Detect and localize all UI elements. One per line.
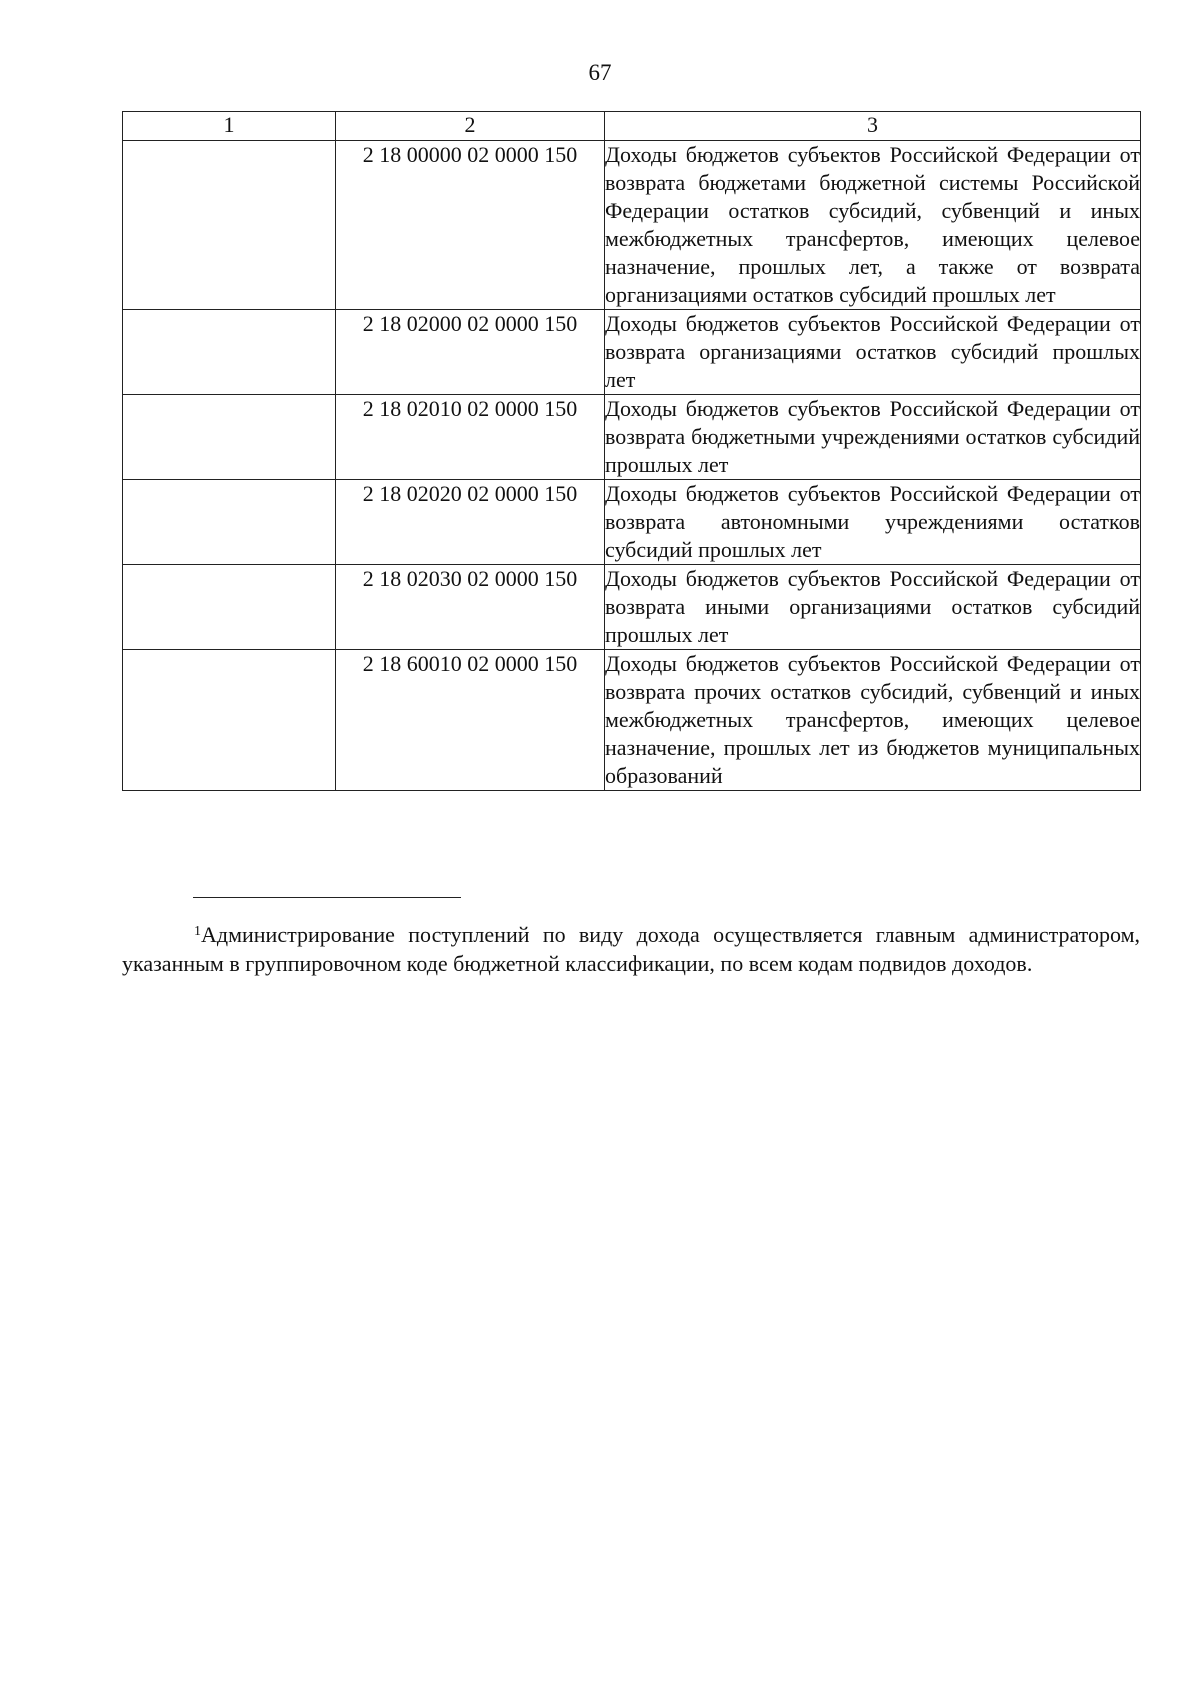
admin-code-cell	[123, 310, 336, 395]
footnote-separator	[193, 897, 461, 898]
revenue-description-cell: Доходы бюджетов субъектов Российской Федерации от возврата иными организациями остатков субсидий прошлых лет	[605, 565, 1141, 650]
column-header-3: 3	[605, 112, 1141, 141]
column-header-2: 2	[336, 112, 605, 141]
revenue-code-cell: 2 18 02020 02 0000 150	[336, 480, 605, 565]
table-row	[123, 310, 1141, 395]
revenue-description-cell: Доходы бюджетов субъектов Российской Федерации от возврата бюджетными учреждениями остатков субсидий прошлых лет	[605, 395, 1141, 480]
revenue-code-cell: 2 18 00000 02 0000 150	[336, 141, 605, 310]
admin-code-cell	[123, 395, 336, 480]
page-number: 67	[588, 60, 612, 85]
revenue-description-cell: Доходы бюджетов субъектов Российской Федерации от возврата прочих остатков субсидий, субвенций и иных межбюджетных трансфертов, имеющих целевое назначение, прошлых лет из бюджетов муниципальных образований	[605, 650, 1141, 791]
revenue-code-cell: 2 18 60010 02 0000 150	[336, 650, 605, 791]
revenue-code-cell: 2 18 02000 02 0000 150	[336, 310, 605, 395]
revenue-codes-table	[122, 111, 1141, 791]
admin-code-cell	[123, 650, 336, 791]
revenue-code-cell: 2 18 02010 02 0000 150	[336, 395, 605, 480]
footnote-marker: 1	[194, 924, 201, 939]
revenue-code-cell: 2 18 02030 02 0000 150	[336, 565, 605, 650]
admin-code-cell	[123, 565, 336, 650]
admin-code-cell	[123, 141, 336, 310]
table-row	[123, 565, 1141, 650]
table-row	[123, 650, 1141, 791]
revenue-description-cell: Доходы бюджетов субъектов Российской Федерации от возврата автономными учреждениями остатков субсидий прошлых лет	[605, 480, 1141, 565]
column-header-1: 1	[123, 112, 336, 141]
footnote	[122, 920, 1140, 978]
table-row	[123, 141, 1141, 310]
revenue-description-cell: Доходы бюджетов субъектов Российской Федерации от возврата организациями остатков субсидий прошлых лет	[605, 310, 1141, 395]
admin-code-cell	[123, 480, 336, 565]
footnote-text: Администрирование поступлений по виду дохода осуществляется главным администратором, указанным в группировочном коде бюджетной классификации, по всем кодам подвидов доходов.	[122, 922, 1140, 976]
table-row	[123, 480, 1141, 565]
table-row	[123, 395, 1141, 480]
table-header-row	[123, 112, 1141, 141]
revenue-description-cell: Доходы бюджетов субъектов Российской Федерации от возврата бюджетами бюджетной системы Российской Федерации остатков субсидий, субвенций и иных межбюджетных трансфертов, имеющих целевое назначение, прошлых лет, а также от возврата организациями остатков субсидий прошлых лет	[605, 141, 1141, 310]
